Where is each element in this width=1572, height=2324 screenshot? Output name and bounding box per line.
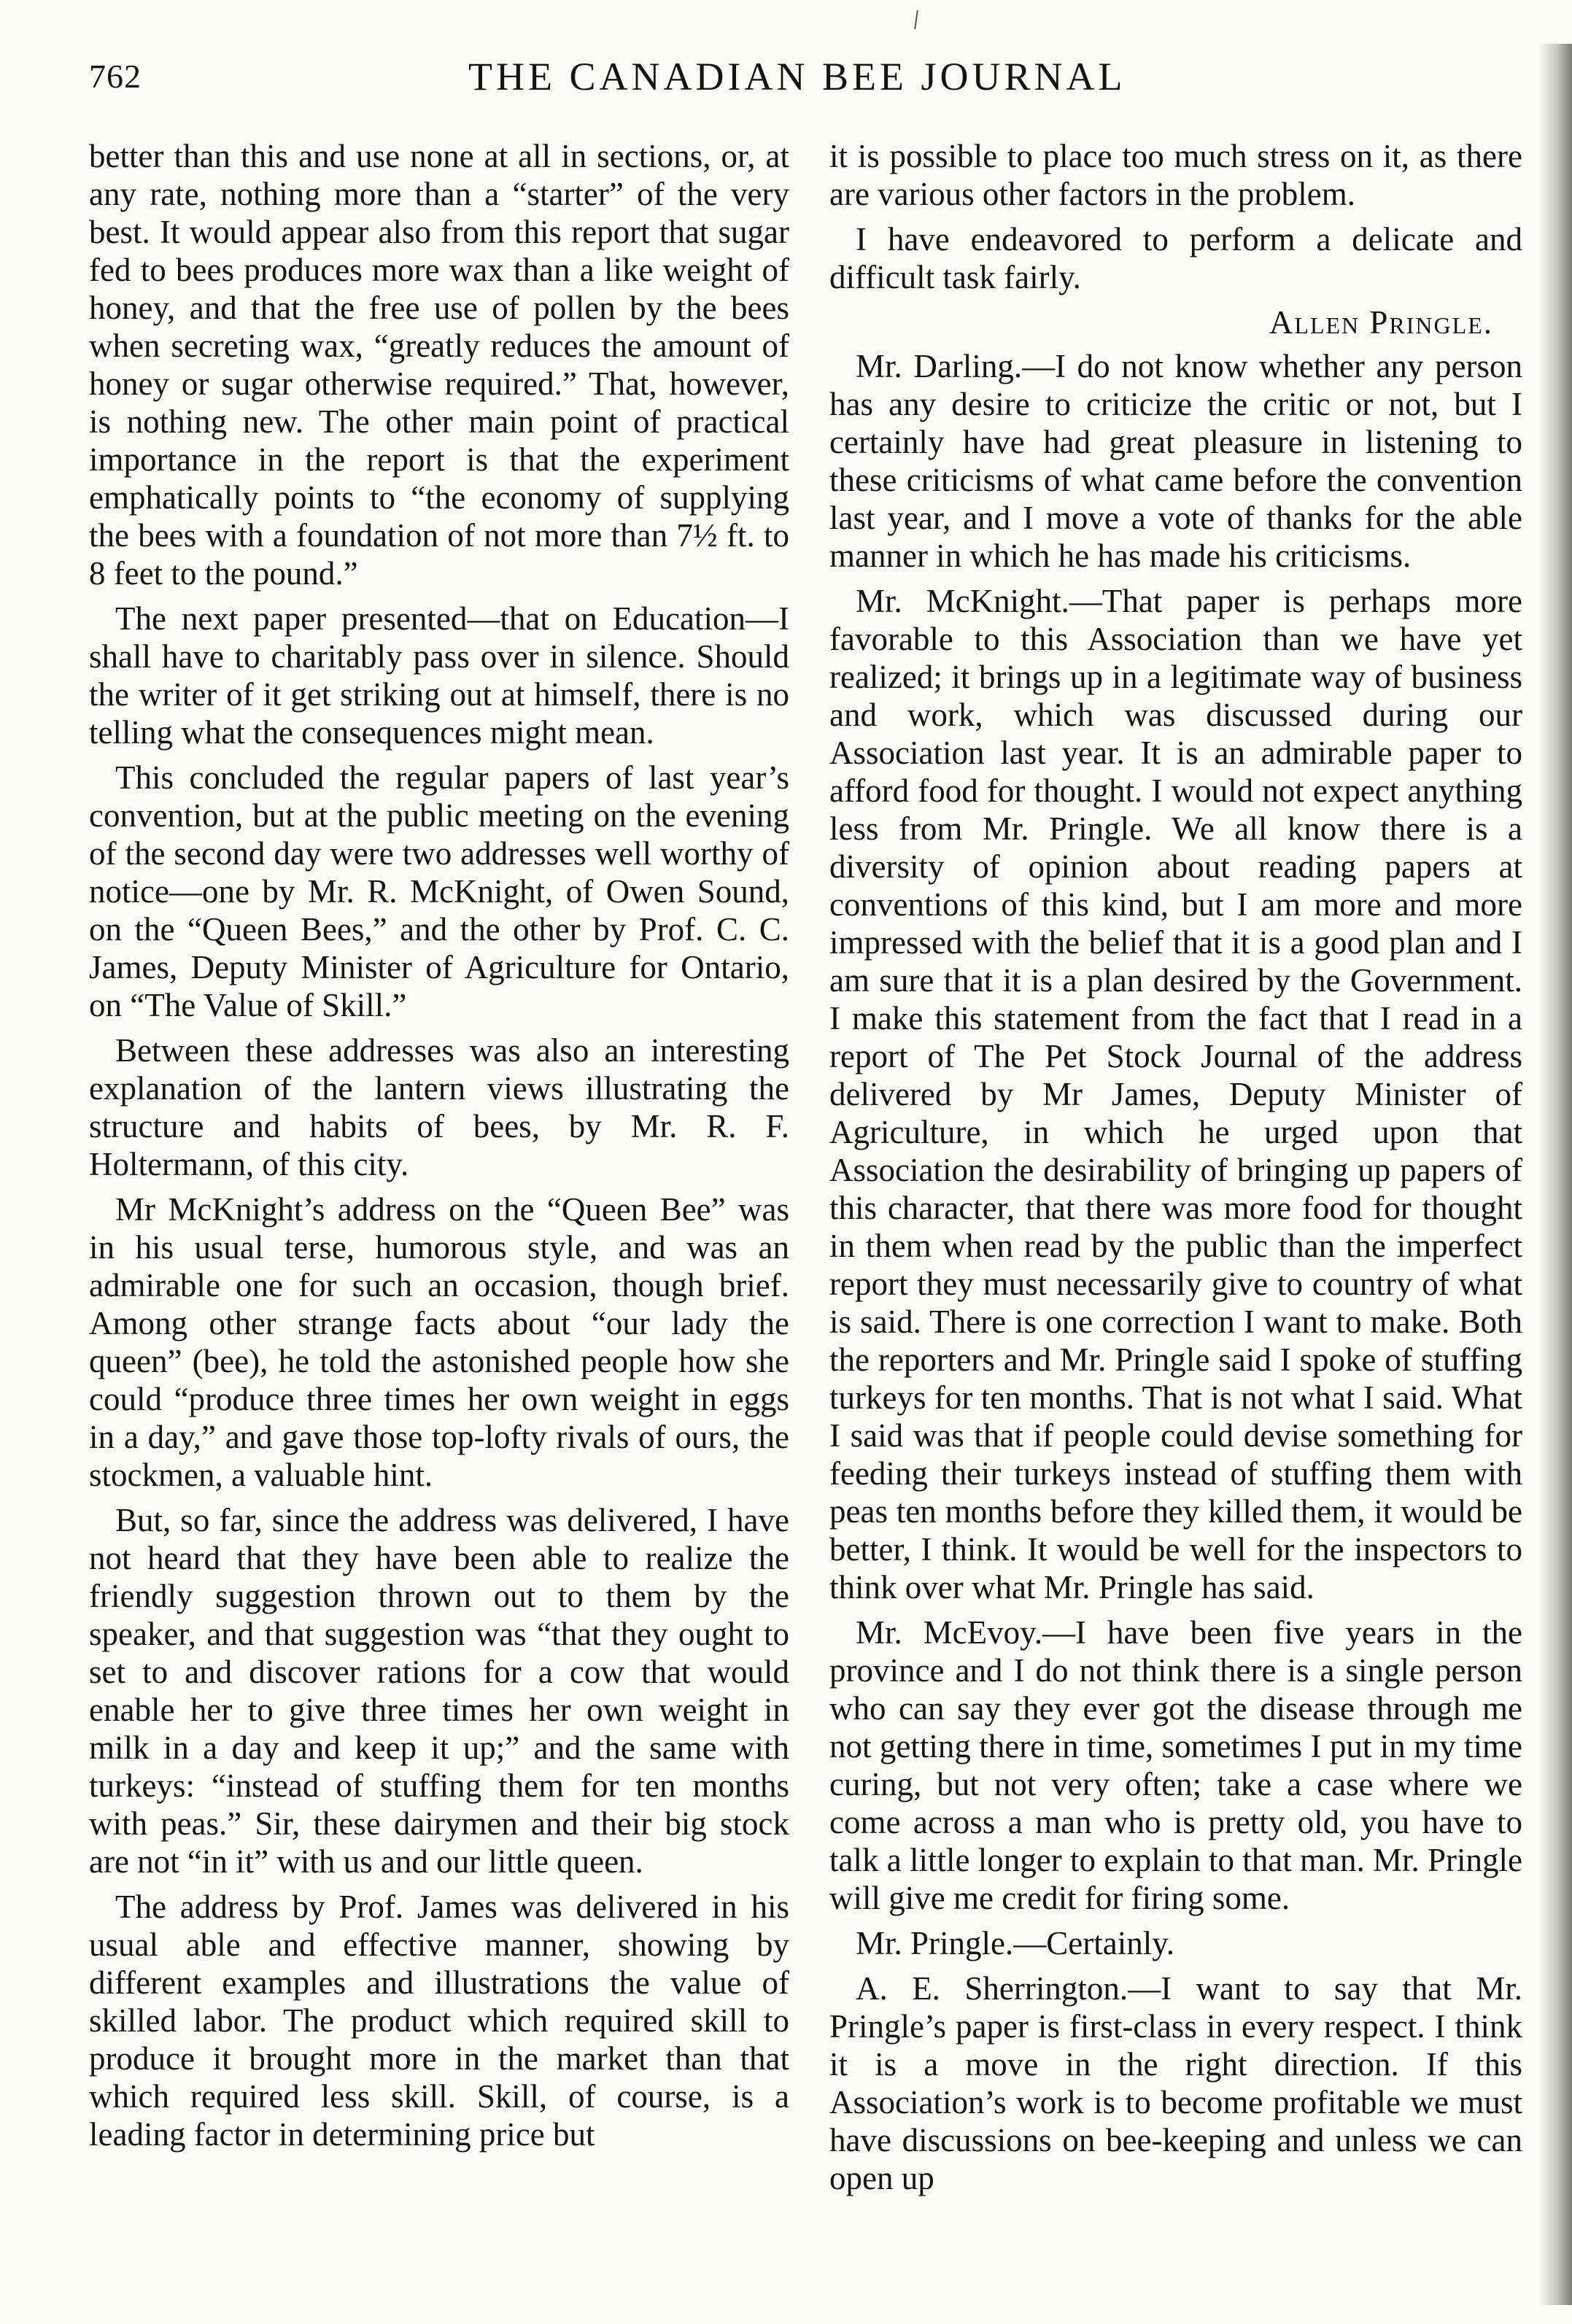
paragraph: I have endeavored to perform a delicate and difficult task fairly.	[829, 221, 1522, 295]
paragraph: Mr. Pringle.—Certainly.	[856, 1925, 1175, 1961]
right-column	[829, 137, 1522, 2204]
page-edge-shadow	[1538, 44, 1572, 2305]
paragraph: better than this and use none at all in sections, or, at any rate, nothing more than a “starter” of the very best. It would appear also from this report that sugar fed to bees produces more wax than a like weight of honey, and that the free use of pollen by the bees when secreting wax, “greatly reduces the amount of honey or sugar otherwise required.” That, however, is nothing new. The other main point of practical importance in the report is that the experiment emphatically points to “the economy of supplying the bees with a foundation of not more than 7½ ft. to 8 feet to the pound.”	[89, 138, 789, 592]
paragraph: Mr. McKnight.—That paper is perhaps more favorable to this Association than we have yet realized; it brings up in a legitimate way of business and work, which was discussed during our Association last year. It is an admirable paper to afford food for thought. I would not expect anything less from Mr. Pringle. We all know there is a diversity of opinion about reading papers at conventions of this kind, but I am more and more impressed with the belief that it is a good plan and I am sure that it is a plan desired by the Government. I make this statement from the fact that I read in a report of The Pet Stock Journal of the address delivered by Mr James, Deputy Minister of Agriculture, in which he urged upon that Association the desirability of bringing up papers of this character, that there was more food for thought in them when read by the public than the imperfect report they must necessarily give to country of what is said. There is one correction I want to make. Both the reporters and Mr. Pringle said I spoke of stuffing turkeys for ten months. That is not what I said. What I said was that if people could devise something for feeding their turkeys instead of stuffing them with peas ten months before they killed them, it would be better, I think. It would be well for the inspectors to think over what Mr. Pringle has said.	[829, 583, 1522, 1606]
paragraph: The address by Prof. James was delivered in his usual able and effective manner, showing by different examples and illustrations the value of skilled labor. The product which required skill to produce it brought more in the market than that which required less skill. Skill, of course, is a leading factor in determining price but	[89, 1889, 789, 2153]
paragraph: But, so far, since the address was delivered, I have not heard that they have been able to realize the friendly suggestion thrown out to them by the speaker, and that suggestion was “that they ought to set to and discover rations for a cow that would enable her to give three times her own weight in milk in a day and keep it up;” and the same with turkeys: “instead of stuffing them for ten months with peas.” Sir, these dairymen and their big stock are not “in it” with us and our little queen.	[89, 1502, 789, 1880]
scan-mark	[914, 10, 918, 29]
paragraph: The next paper presented—that on Education—I shall have to charitably pass over in silence. Should the writer of it get striking out at himself, there is no telling what the consequences might mean.	[89, 600, 789, 751]
paragraph: Mr. Darling.—I do not know whether any person has any desire to criticize the critic or not, but I certainly have had great pleasure in listening to these criticisms of what came before the convention last year, and I move a vote of thanks for the able manner in which he has made his criticisms.	[829, 348, 1522, 574]
journal-title: THE CANADIAN BEE JOURNAL	[468, 55, 1126, 98]
paragraph: This concluded the regular papers of last year’s convention, but at the public meeting on the evening of the second day were two addresses well worthy of notice—one by Mr. R. McKnight, of Owen Sound, on the “Queen Bees,” and the other by Prof. C. C. James, Deputy Minister of Agriculture for Ontario, on “The Value of Skill.”	[89, 759, 789, 1023]
author-signature: Allen Pringle.	[1269, 304, 1493, 341]
paragraph: it is possible to place too much stress on it, as there are various other factors in the problem.	[829, 138, 1522, 212]
paragraph: A. E. Sherrington.—I want to say that Mr. Pringle’s paper is first-class in every respect. I think it is a move in the right direction. If this Association’s work is to become profitable we must have discussions on bee-keeping and unless we can open up	[829, 1970, 1522, 2196]
left-column	[89, 137, 789, 2161]
paragraph: Mr McKnight’s address on the “Queen Bee” was in his usual terse, humorous style, and was an admirable one for such an occasion, though brief. Among other strange facts about “our lady the queen” (bee), he told the astonished people how she could “produce three times her own weight in eggs in a day,” and gave those top-lofty rivals of ours, the stockmen, a valuable hint.	[89, 1191, 789, 1493]
paragraph: Between these addresses was also an interesting explanation of the lantern views illustrating the structure and habits of bees, by Mr. R. F. Holtermann, of this city.	[89, 1032, 789, 1182]
paragraph: Mr. McEvoy.—I have been five years in the province and I do not think there is a single person who can say they ever got the disease through me not getting there in time, sometimes I put in my time curing, but not very often; take a case where we come across a man who is pretty old, you have to talk a little longer to explain to that man. Mr. Pringle will give me credit for firing some.	[829, 1614, 1522, 1916]
page-number: 762	[89, 58, 142, 95]
page-header	[89, 57, 1519, 109]
